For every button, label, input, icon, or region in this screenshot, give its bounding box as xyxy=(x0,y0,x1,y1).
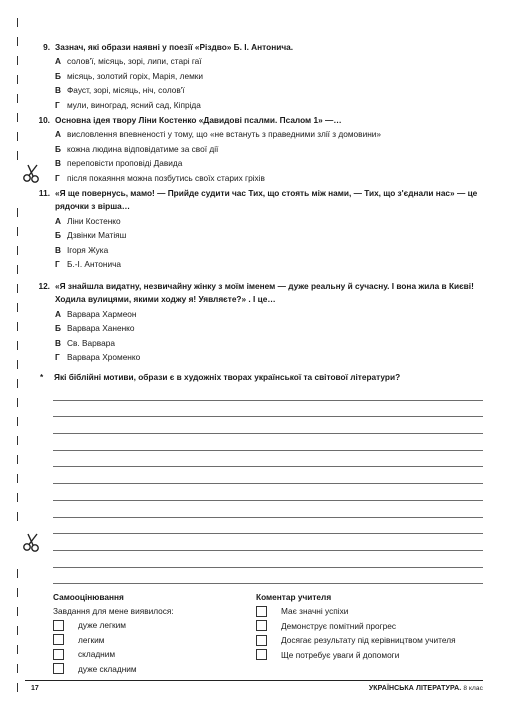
checkbox-label: легким xyxy=(78,634,105,645)
answer-option-b[interactable] xyxy=(55,69,484,83)
cut-line-dash xyxy=(17,227,18,236)
option-text: мули, виноград, ясний сад, Кіпріда xyxy=(67,99,201,110)
footer-title xyxy=(369,685,483,692)
answer-option-a[interactable] xyxy=(55,214,484,228)
cut-line-dash xyxy=(17,683,18,692)
answer-area[interactable] xyxy=(53,384,483,584)
answer-line xyxy=(53,401,483,418)
answer-line xyxy=(53,518,483,535)
option-text: висловлення впевненості у тому, що «не встануть з праведними злії з домовини» xyxy=(67,129,382,140)
question-number: 9. xyxy=(43,42,50,52)
question-10 xyxy=(34,114,484,185)
cut-line-dash xyxy=(17,360,18,369)
scissors-icon xyxy=(21,532,43,554)
answer-option-b[interactable] xyxy=(55,142,484,156)
checkbox[interactable] xyxy=(53,649,64,660)
option-letter: А xyxy=(55,308,61,319)
cut-line-dash xyxy=(17,588,18,597)
option-text: переповісти проповіді Давида xyxy=(67,158,183,169)
option-letter: В xyxy=(55,337,61,348)
answer-option-a[interactable] xyxy=(55,127,484,141)
option-text: Б.-І. Антонича xyxy=(67,259,122,270)
checkbox-label: Ще потребує уваги й допомоги xyxy=(281,649,400,660)
self-option-easy[interactable] xyxy=(53,633,243,648)
checkbox[interactable] xyxy=(53,620,64,631)
checkbox[interactable] xyxy=(256,606,267,617)
cut-line-dash xyxy=(17,379,18,388)
option-letter: Б xyxy=(55,70,61,81)
option-letter: В xyxy=(55,85,61,96)
cut-line-dash xyxy=(17,417,18,426)
cut-line-dash xyxy=(17,151,18,160)
open-question-text: Які біблійні мотиви, образи є в художніх творах української та світової літератури? xyxy=(54,372,401,382)
question-9 xyxy=(34,41,484,112)
answer-line xyxy=(53,501,483,518)
option-text: Варвара Хармеон xyxy=(67,308,137,319)
cut-line-dash xyxy=(17,132,18,141)
checkbox-label: Має значні успіхи xyxy=(281,606,349,617)
cut-line-dash xyxy=(17,626,18,635)
answer-line xyxy=(53,467,483,484)
answer-option-a[interactable] xyxy=(55,307,484,321)
cut-line-dash xyxy=(17,265,18,274)
answer-line xyxy=(53,534,483,551)
cut-line-dash xyxy=(17,474,18,483)
option-text: кожна людина відповідатиме за свої дії xyxy=(67,143,219,154)
checkbox[interactable] xyxy=(256,620,267,631)
option-text: Фауст, зорі, місяць, ніч, солов'ї xyxy=(67,85,185,96)
cut-line-dash xyxy=(17,75,18,84)
option-letter: Б xyxy=(55,230,61,241)
cut-line-dash xyxy=(17,113,18,122)
option-letter: Г xyxy=(55,172,60,183)
self-assessment xyxy=(53,591,243,676)
option-letter: Г xyxy=(55,99,60,110)
teacher-option-progress[interactable] xyxy=(256,619,496,634)
cut-line-dash xyxy=(17,341,18,350)
cut-line-dash xyxy=(17,455,18,464)
teacher-comment-title: Коментар учителя xyxy=(256,592,332,602)
option-letter: А xyxy=(55,129,61,140)
answer-line xyxy=(53,451,483,468)
teacher-option-needs-help[interactable] xyxy=(256,648,496,663)
answer-options xyxy=(55,307,484,365)
option-text: Св. Варвара xyxy=(67,337,115,348)
checkbox[interactable] xyxy=(53,634,64,645)
answer-option-d[interactable] xyxy=(55,98,484,112)
answer-line xyxy=(53,484,483,501)
teacher-option-guided-result[interactable] xyxy=(256,633,496,648)
class-label: 8 клас xyxy=(463,685,483,692)
option-letter: В xyxy=(55,158,61,169)
answer-option-b[interactable] xyxy=(55,228,484,242)
cut-line-dash xyxy=(17,208,18,217)
option-text: Дзвінки Матіяш xyxy=(67,230,127,241)
answer-line xyxy=(53,434,483,451)
cut-line-dash xyxy=(17,398,18,407)
cut-line-dash xyxy=(17,322,18,331)
checkbox[interactable] xyxy=(256,635,267,646)
cut-line-dash xyxy=(17,303,18,312)
answer-option-c[interactable] xyxy=(55,243,484,257)
option-text: після покаяння можна позбутись своїх старих гріхів xyxy=(67,172,265,183)
question-text: Основна ідея твору Ліни Костенко «Давидові псалми. Псалом 1» —… xyxy=(55,115,342,125)
answer-line xyxy=(53,568,483,585)
answer-line xyxy=(53,417,483,434)
star-marker: * xyxy=(40,372,44,382)
option-letter: Б xyxy=(55,323,61,334)
option-letter: Б xyxy=(55,143,61,154)
self-assessment-title: Самооцінювання xyxy=(53,592,124,602)
open-question xyxy=(40,372,400,382)
answer-options xyxy=(55,214,484,272)
answer-option-d[interactable] xyxy=(55,171,484,185)
answer-option-c[interactable] xyxy=(55,156,484,170)
cut-line-dash xyxy=(17,37,18,46)
cut-line-dash xyxy=(17,94,18,103)
question-number: 11. xyxy=(38,188,50,198)
answer-option-d[interactable] xyxy=(55,350,484,364)
cut-line-dash xyxy=(17,569,18,578)
cut-line-dash xyxy=(17,436,18,445)
option-letter: А xyxy=(55,215,61,226)
cut-line-dash xyxy=(17,607,18,616)
question-text: «Я ще повернусь, мамо! — Прийде судити час Тих, що стоять між нами, — Тих, що з'єднали нас» — це рядочки з вірша… xyxy=(55,188,478,212)
option-text: місяць, золотий горіх, Марія, лемки xyxy=(67,70,204,81)
cut-line-dash xyxy=(17,645,18,654)
answer-line xyxy=(53,384,483,401)
option-letter: Г xyxy=(55,259,60,270)
cut-line-dash xyxy=(17,493,18,502)
page-number: 17 xyxy=(31,685,39,692)
question-number: 12. xyxy=(38,281,50,291)
teacher-comment xyxy=(256,591,496,662)
self-option-very-difficult[interactable] xyxy=(53,662,243,677)
cut-line-dash xyxy=(17,512,18,521)
teacher-option-significant-success[interactable] xyxy=(256,604,496,619)
checkbox[interactable] xyxy=(256,649,267,660)
option-text: солов'ї, місяць, зорі, липи, старі гаї xyxy=(67,56,202,67)
checkbox-label: дуже легким xyxy=(78,620,127,631)
question-text: Зазнач, які образи наявні у поезії «Різдво» Б. І. Антонича. xyxy=(55,42,294,52)
option-text: Ліни Костенко xyxy=(67,215,121,226)
option-text: Варвара Ханенко xyxy=(67,323,135,334)
option-text: Варвара Хроменко xyxy=(67,352,141,363)
checkbox-label: Досягає результату під керівництвом учителя xyxy=(281,635,456,646)
self-assessment-subtitle: Завдання для мене виявилося: xyxy=(53,606,174,616)
cut-line-dash xyxy=(17,56,18,65)
self-option-difficult[interactable] xyxy=(53,647,243,662)
checkbox-label: складним xyxy=(78,649,116,660)
answer-option-c[interactable] xyxy=(55,336,484,350)
cut-line-dash xyxy=(17,664,18,673)
checkbox-label: дуже складним xyxy=(78,663,137,674)
self-option-very-easy[interactable] xyxy=(53,618,243,633)
answer-option-d[interactable] xyxy=(55,257,484,271)
subject-title: УКРАЇНСЬКА ЛІТЕРАТУРА. xyxy=(368,685,462,692)
cut-line-dash xyxy=(17,284,18,293)
question-11 xyxy=(34,187,484,271)
question-12 xyxy=(34,280,484,364)
option-letter: В xyxy=(55,244,61,255)
footer-divider xyxy=(25,680,483,681)
option-letter: Г xyxy=(55,352,60,363)
answer-option-c[interactable] xyxy=(55,83,484,97)
answer-option-b[interactable] xyxy=(55,321,484,335)
answer-line xyxy=(53,551,483,568)
question-text: «Я знайшла видатну, незвичайну жінку з моїм іменем — дуже реальну й сучасну. І вона жила в Києві! Ходила вулицями, якими ходжу я! Уявляєте?» . І це… xyxy=(55,281,474,305)
option-letter: А xyxy=(55,56,61,67)
option-text: Ігоря Жука xyxy=(67,244,109,255)
checkbox-label: Демонструє помітний прогрес xyxy=(281,620,397,631)
cut-line-dash xyxy=(17,246,18,255)
question-number: 10. xyxy=(38,115,50,125)
answer-options xyxy=(55,127,484,185)
cut-line-dash xyxy=(17,18,18,27)
checkbox[interactable] xyxy=(53,663,64,674)
answer-options xyxy=(55,54,484,112)
answer-option-a[interactable] xyxy=(55,54,484,68)
